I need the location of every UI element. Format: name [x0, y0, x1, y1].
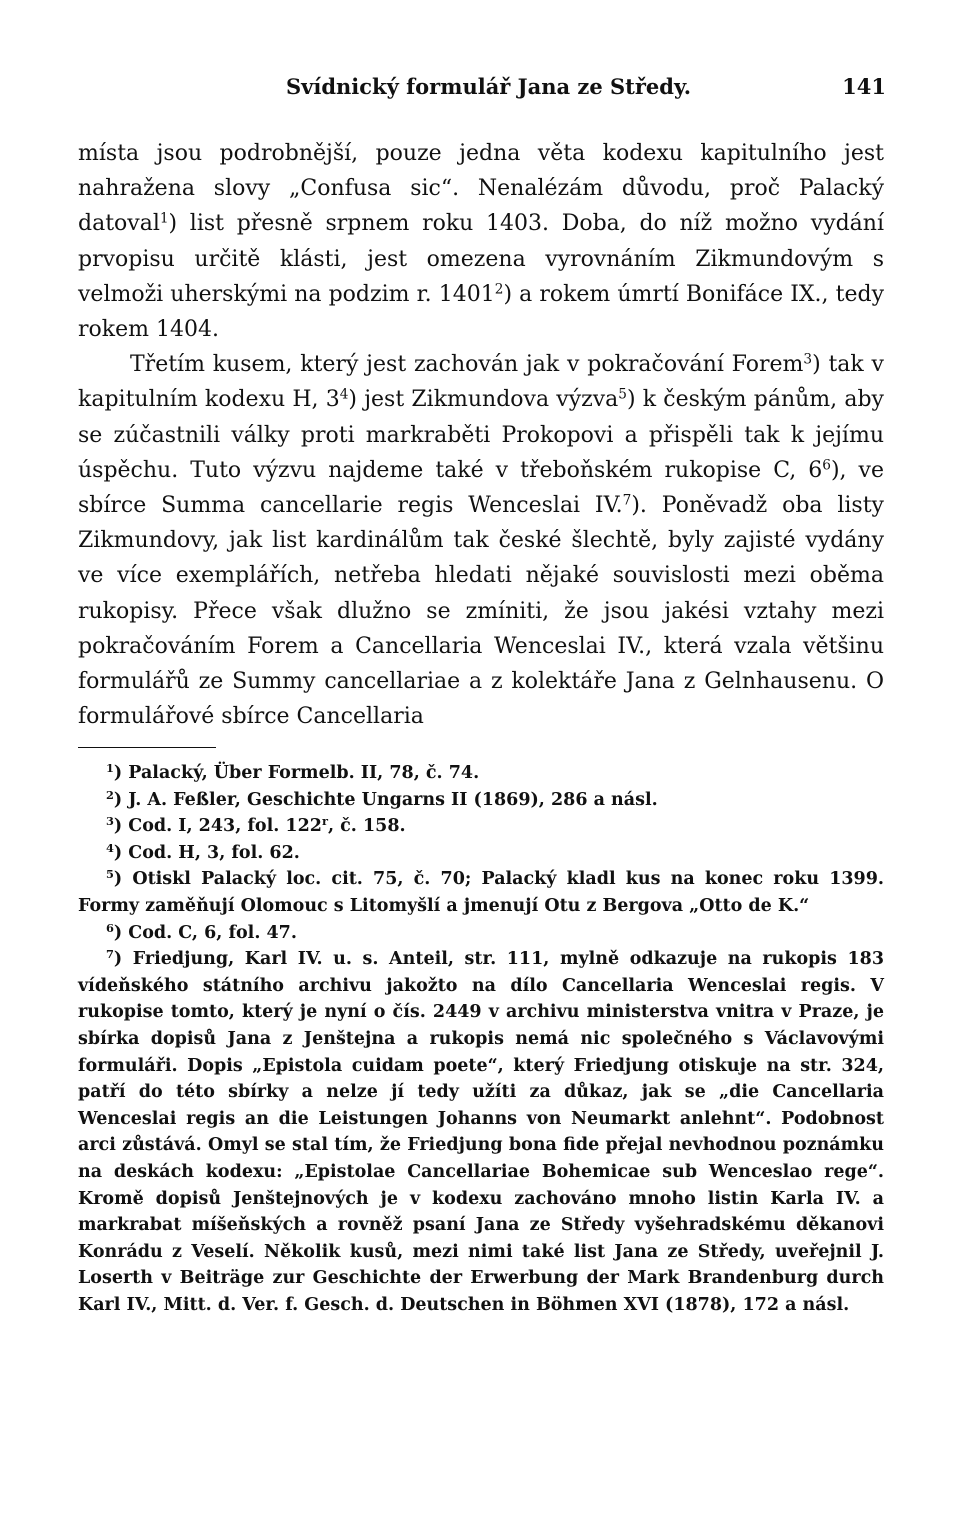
footnote: [78, 920, 884, 947]
footnote-mark: 5: [106, 867, 114, 882]
footnote: [78, 760, 884, 787]
footnote-text: ) Cod. H, 3, fol. 62.: [113, 842, 300, 863]
footnote-text: ) Cod. I, 243, fol. 122: [113, 816, 322, 837]
footnote-ref: 1: [159, 210, 169, 227]
footnote-mark: 2: [106, 787, 114, 802]
folio-recto-mark: r: [321, 813, 328, 828]
text-run: místa jsou podrobnější, pouze jedna věta kodexu kapitulního jest nahražena slovy „Confusa sic“. Nenalézám důvodu, proč Palacký datoval: [78, 141, 884, 237]
footnote-ref: 6: [822, 457, 831, 474]
running-title: Svídnický formulář Jana ze Středy.: [286, 74, 692, 99]
text-run: ) k českým pánům, aby se zúčastnili války proti markraběti Prokopovi a přispěli tak k jejímu úspěchu. Tuto výzvu najdeme také v třeboňském rukopise C, 6: [78, 387, 884, 483]
footnote-mark: 1: [106, 760, 114, 775]
footnote-ref: 5: [618, 386, 627, 403]
footnote-text: , č. 158.: [327, 816, 406, 837]
footnote-ref: 3: [803, 351, 813, 368]
footnote-text: ) Otiskl Palacký loc. cit. 75, č. 70; Palacký kladl kus na konec roku 1399. Formy zaměňují Olomouc s Litomyšlí a jmenují Otu z Bergova „Otto de K.“: [78, 869, 884, 916]
page-header: [286, 74, 886, 106]
text-run: ). Poněvadž oba listy Zikmundovy, jak list kardinálům tak české šlechtě, byly zajisté vydány ve více exemplářích, netřeba hledati nějaké souvislosti mezi oběma rukopisy. Přece však dlužno se zmíniti, že jsou jakési vztahy mezi pokračováním Forem a Cancellaria Wenceslai IV., která vzala většinu formulářů ze Summy cancellariae a z kolektáře Jana z Gelnhausenu. O formulářové sbírce Cancellaria: [78, 493, 884, 730]
footnote-ref: 7: [622, 492, 632, 509]
main-text: [78, 136, 884, 734]
footnote-text: ) J. A. Feßler, Geschichte Ungarns II (1869), 286 a násl.: [113, 789, 658, 810]
footnote-ref: 4: [339, 386, 349, 403]
footnote: [78, 840, 884, 867]
footnote-separator: [78, 747, 216, 748]
text-run: Třetím kusem, který jest zachován jak v pokračování Forem: [130, 352, 804, 378]
text-run: ), ve sbírce Summa cancellarie regis Wenceslai IV.: [78, 457, 884, 519]
footnote-text: ) Friedjung, Karl IV. u. s. Anteil, str. 111, mylně odkazuje na rukopis 183 vídeňského státního archivu jakožto na dílo Cancellaria Wenceslai regis. V rukopise tomto, který je nyní o čís. 2449 v archivu ministerstva vnitra v Praze, je sbírka dopisů Jana z Jenštejna a rukopis nemá nic společného s Václavovými formuláři. Dopis „Epistola cuidam poete“, který Friedjung otiskuje na str. 324, patří do této sbírky a nelze jí tedy užíti za důkaz, jak se „die Cancellaria Wenceslai regis an die Leistungen Johanns von Neumarkt anlehnt“. Podobnost arci zůstává. Omyl se stal tím, že Friedjung bona fide přejal nevhodnou poznámku na deskách kodexu: „Epistolae Cancellariae Bohemicae sub Wenceslao rege“. Kromě dopisů Jenštejnových je v kodexu zachováno mnoho listin Karla IV. a markrabat míšeňských a rovněž psaní Jana ze Středy vyšehradskému děkanovi Konrádu z Veselí. Několik kusů, mezi nimi také list Jana ze Středy, uveřejnil J. Loserth v Beiträge zur Geschichte der Erwerbung der Mark Brandenburg durch Karl IV., Mitt. d. Ver. f. Gesch. d. Deutschen in Böhmen XVI (1878), 172 a násl.: [78, 949, 884, 1315]
page-number: 141: [842, 74, 886, 99]
text-run: ) tak v kapitulním kodexu H, 3: [78, 352, 884, 413]
footnote-ref: 2: [494, 281, 504, 298]
footnote-text: ) Cod. C, 6, fol. 47.: [113, 922, 297, 943]
footnote-mark: 3: [106, 813, 114, 828]
text-run: ) jest Zikmundova výzva: [348, 387, 619, 413]
text-run: ) list přesně srpnem roku 1403. Doba, do níž možno vydání prvopisu určitě klásti, jest omezena vyrovnáním Zikmundovým s velmoži uherskými na podzim r. 1401: [78, 211, 884, 307]
footnote-text: ) Palacký, Über Formelb. II, 78, č. 74.: [113, 763, 480, 783]
paragraph-2: [78, 347, 884, 734]
footnote-mark: 4: [106, 840, 114, 855]
footnote-mark: 7: [106, 946, 114, 961]
footnote: [78, 946, 884, 1318]
footnote: [78, 866, 884, 919]
paragraph-1: [78, 136, 884, 347]
footnote: [78, 787, 884, 814]
footnote: [78, 813, 884, 840]
text-run: ) a rokem úmrtí Bonifáce IX., tedy rokem 1404.: [78, 281, 885, 343]
footnote-mark: 6: [106, 920, 114, 935]
footnotes: [78, 760, 884, 1318]
